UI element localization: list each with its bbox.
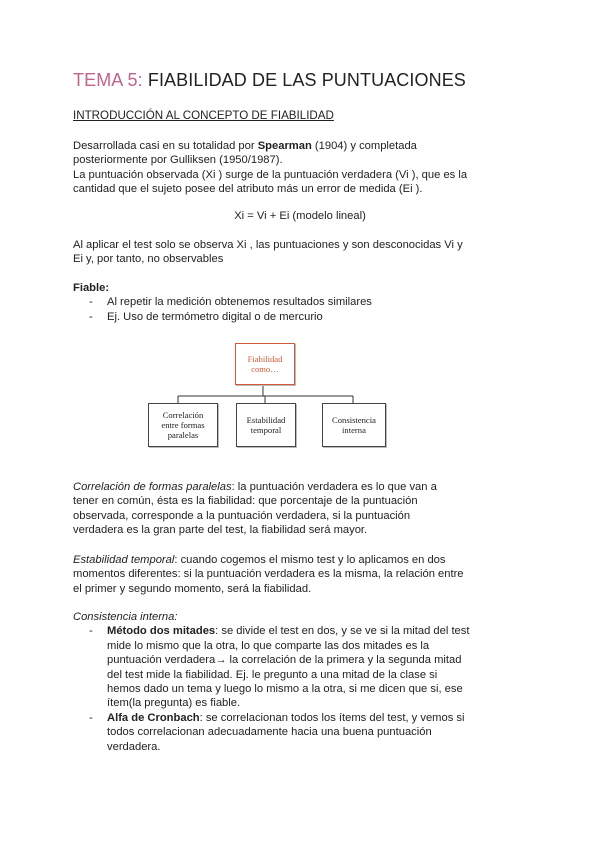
estabilidad-line-1: : cuando cogemos el mismo test y lo aplicamos en dos <box>174 554 446 566</box>
diagram-right-line-1: Consistencia <box>332 415 376 425</box>
page-title <box>73 70 466 91</box>
fiable-item-2: - Ej. Uso de termómetro digital o de mercurio <box>73 310 533 324</box>
diagram-top-line-2: como… <box>251 364 279 374</box>
fiable-label: Fiable: <box>73 282 110 294</box>
diagram-left-line-3: paralelas <box>167 430 199 440</box>
estabilidad-paragraph <box>73 553 533 596</box>
m2-line-3: verdadera. <box>107 740 161 753</box>
fiable-list <box>73 295 533 324</box>
m2-line-2: todos correlacionan adecuadamente hacia una buena puntuación <box>107 726 432 739</box>
intro-paragraph-3 <box>73 238 533 267</box>
alfa-cronbach-term: Alfa de Cronbach <box>107 711 200 724</box>
estabilidad-line-2: momentos diferentes: si la puntuación verdadera es la misma, la relación entre <box>73 568 464 581</box>
correlacion-line-4: verdadera es la gran parte del test, la fiabilidad será mayor. <box>73 524 368 537</box>
correlacion-line-1: : la puntuación verdadera es lo que van a <box>231 481 437 493</box>
diagram-box-fiabilidad <box>235 343 295 385</box>
title-rest: FIABILIDAD DE LAS PUNTUACIONES <box>147 70 466 90</box>
intro-p2-b: cantidad que el sujeto posee del atributo más un error de medida (Ei ). <box>73 183 423 196</box>
m1-line-1: : se divide el test en dos, y se ve si la mitad del test <box>215 625 470 638</box>
intro-p2-a: La puntuación observada (Xi ) surge de la puntuación verdadera (Vi ), que es la <box>73 168 468 181</box>
estabilidad-term: Estabilidad temporal <box>73 554 175 566</box>
intro-paragraph-1 <box>73 139 533 197</box>
diagram-mid-line-2: temporal <box>250 425 282 435</box>
m1-line-3: puntuación verdadera→ la correlación de la primera y la segunda mitad <box>107 654 462 667</box>
correlacion-line-3: observada, corresponde a la puntuación verdadera, si la puntuación <box>73 509 411 522</box>
diagram-right-line-2: interna <box>342 425 366 435</box>
diagram-box-correlacion <box>148 403 218 447</box>
fiabilidad-diagram <box>148 338 418 450</box>
m1-line-2: mide lo mismo que la otra, lo que comparte las dos mitades es la <box>107 639 430 652</box>
section-heading: INTRODUCCIÓN AL CONCEPTO DE FIABILIDAD <box>73 109 334 122</box>
m1-line-4: del test mide la fiabilidad. Ej. le pregunto a una mitad de la clase si <box>107 668 438 681</box>
estabilidad-line-3: el primer y segundo momento, será la fiabilidad. <box>73 582 312 595</box>
intro-spearman: Spearman <box>257 140 312 152</box>
metodo-dos-mitades-term: Método dos mitades <box>107 625 216 638</box>
correlacion-paragraph <box>73 480 533 538</box>
diagram-left-line-2: entre formas <box>161 420 205 430</box>
diagram-mid-line-1: Estabilidad <box>246 415 286 425</box>
m1-line-5: hemos dado un tema y luego lo mismo a la otra, si me dicen que si, ese <box>107 683 463 696</box>
diagram-box-consistencia <box>322 403 386 447</box>
diagram-left-line-1: Correlación <box>162 410 204 420</box>
consistencia-section <box>73 610 533 754</box>
formula: Xi = Vi + Ei (modelo lineal) <box>234 210 366 222</box>
fiable-item-1: - Al repetir la medición obtenemos resultados similares <box>73 295 533 309</box>
m1-line-6: ítem(la pregunta) es fiable. <box>107 697 241 710</box>
title-tema: TEMA 5: <box>73 70 143 90</box>
m2-line-1: : se correlacionan todos los ítems del test, y vemos si <box>199 711 465 724</box>
consistencia-term: Consistencia interna: <box>73 611 178 623</box>
diagram-top-line-1: Fiabilidad <box>247 354 283 364</box>
intro-p3-b: Ei y, por tanto, no observables <box>73 253 224 266</box>
diagram-box-estabilidad <box>236 403 296 447</box>
correlacion-term: Correlación de formas paralelas <box>73 481 232 493</box>
fiable-section <box>73 281 533 324</box>
intro-p1-a: Desarrollada casi en su totalidad por <box>73 140 258 152</box>
intro-p1-c: (1904) y completada <box>311 140 417 152</box>
correlacion-line-2: tener en común, ésta es la fiabilidad: que porcentaje de la puntuación <box>73 495 418 508</box>
intro-p1-d: posteriormente por Gulliksen (1950/1987). <box>73 154 283 167</box>
consistencia-list <box>73 624 533 754</box>
intro-p3-a: Al aplicar el test solo se observa Xi , las puntuaciones y son desconocidas Vi y <box>73 239 463 251</box>
alfa-cronbach-item <box>73 711 533 754</box>
metodo-dos-mitades-item <box>73 624 533 710</box>
